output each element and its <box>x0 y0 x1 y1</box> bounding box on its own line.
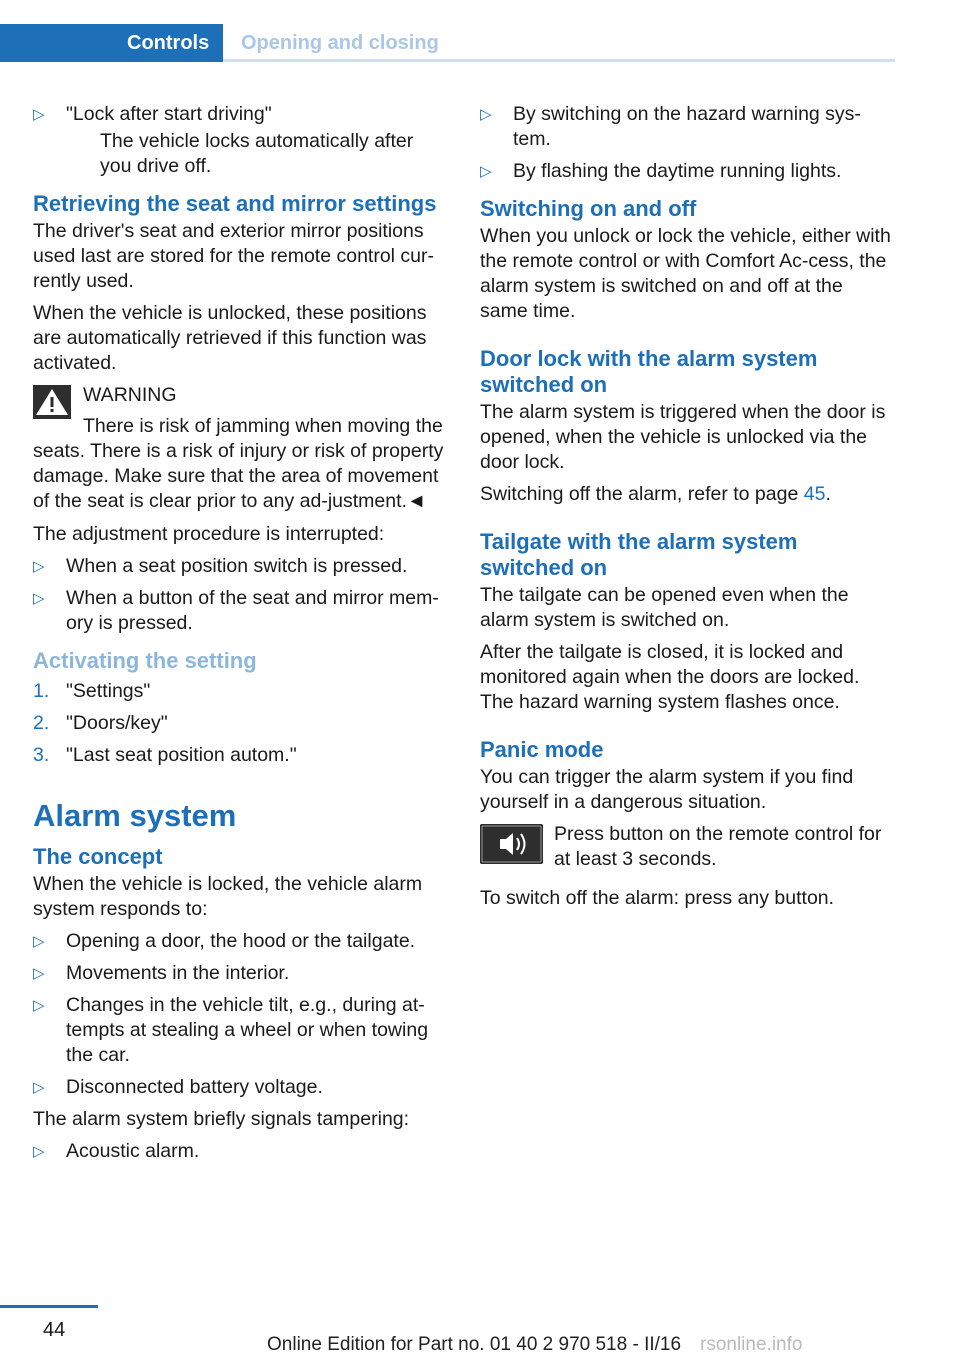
step-text: "Settings" <box>66 680 151 702</box>
panic-instruction-text: Press button on the remote control for at least 3 seconds. <box>554 823 882 870</box>
heading-door-lock: Door lock with the alarm system switched on <box>480 346 818 397</box>
left-column <box>33 102 448 1171</box>
paragraph: The alarm system briefly signals tampering: <box>33 1108 410 1130</box>
list-item <box>480 159 895 184</box>
concept-list <box>33 929 448 1100</box>
heading-concept: The concept <box>33 844 163 869</box>
list-item-text: By switching on the hazard warning sys-tem. <box>513 103 861 150</box>
triangle-right-icon: ▷ <box>480 106 492 123</box>
paragraph: When the vehicle is locked, the vehicle alarm system responds to: <box>33 873 423 920</box>
heading-retrieving-settings: Retrieving the seat and mirror settings <box>33 191 437 216</box>
warning-title: WARNING <box>83 384 177 406</box>
triangle-right-icon: ▷ <box>33 933 45 950</box>
interrupted-list <box>33 554 448 636</box>
heading-panic-mode: Panic mode <box>480 737 604 762</box>
list-item <box>33 554 448 579</box>
watermark: rsonline.info <box>700 1334 803 1355</box>
steps-list <box>33 679 448 768</box>
list-item-text: Movements in the interior. <box>66 962 290 984</box>
heading-switching: Switching on and off <box>480 196 697 221</box>
step-text: "Doors/key" <box>66 712 168 734</box>
warning-body: There is risk of jamming when moving the seats. There is a risk of injury or risk of property damage. Make sure that the area of movement of the seat is clear prior to any ad-justment.◄ <box>33 415 444 512</box>
paragraph: The driver's seat and exterior mirror positions used last are stored for the remote control cur-rently used. <box>33 220 435 292</box>
list-item <box>33 993 448 1068</box>
list-item <box>33 102 448 127</box>
paragraph-text: . <box>825 483 831 505</box>
paragraph: After the tailgate is closed, it is locked and monitored again when the doors are locked. The hazard warning system flashes once. <box>480 641 860 713</box>
step-number: 1. <box>33 680 50 702</box>
list-item <box>33 586 448 636</box>
triangle-right-icon: ▷ <box>33 590 45 607</box>
page-header <box>0 24 895 62</box>
list-item <box>480 102 895 152</box>
list-item-text: Opening a door, the hood or the tailgate. <box>66 930 416 952</box>
step-number: 2. <box>33 712 50 734</box>
lock-option-list <box>33 102 448 127</box>
list-item <box>33 1075 448 1100</box>
paragraph: When you unlock or lock the vehicle, either with the remote control or with Comfort Ac-cess, the alarm system is switched on and off at the same time. <box>480 225 891 322</box>
paragraph: To switch off the alarm: press any button. <box>480 887 835 909</box>
speaker-sound-icon <box>480 824 543 864</box>
warning-triangle-icon <box>33 385 71 419</box>
step-number: 3. <box>33 744 50 766</box>
triangle-right-icon: ▷ <box>33 965 45 982</box>
paragraph: The alarm system is triggered when the door is opened, when the vehicle is unlocked via the door lock. <box>480 401 886 473</box>
signal-list <box>33 1139 448 1164</box>
list-item <box>33 679 448 704</box>
footer-divider <box>0 1305 98 1308</box>
triangle-right-icon: ▷ <box>480 163 492 180</box>
heading-alarm-system: Alarm system <box>33 798 237 833</box>
list-item-text: When a button of the seat and mirror mem-ory is pressed. <box>66 587 439 634</box>
header-divider <box>223 59 895 62</box>
list-item-text: When a seat position switch is pressed. <box>66 555 408 577</box>
list-item-text: Disconnected battery voltage. <box>66 1076 323 1098</box>
paragraph-text: Switching off the alarm, refer to page <box>480 483 804 505</box>
tab-controls[interactable]: Controls <box>0 24 223 62</box>
paragraph <box>480 482 895 507</box>
list-item-text: By flashing the daytime running lights. <box>513 160 842 182</box>
list-item <box>33 1139 448 1164</box>
signal-list-continued <box>480 102 895 184</box>
page-number: 44 <box>43 1319 66 1341</box>
tab-opening-and-closing[interactable]: Opening and closing <box>241 32 439 54</box>
triangle-right-icon: ▷ <box>33 106 45 123</box>
step-text: "Last seat position autom." <box>66 744 297 766</box>
list-item-text: Changes in the vehicle tilt, e.g., during at-tempts at stealing a wheel or when towing the car. <box>66 994 429 1066</box>
paragraph: The adjustment procedure is interrupted: <box>33 523 385 545</box>
warning-block <box>33 383 448 514</box>
triangle-right-icon: ▷ <box>33 1079 45 1096</box>
list-item <box>33 929 448 954</box>
heading-activating-setting: Activating the setting <box>33 648 257 673</box>
right-column <box>480 102 895 918</box>
triangle-right-icon: ▷ <box>33 558 45 575</box>
triangle-right-icon: ▷ <box>33 997 45 1014</box>
heading-tailgate: Tailgate with the alarm system switched on <box>480 529 798 580</box>
page-link[interactable]: 45 <box>803 483 826 505</box>
paragraph: The tailgate can be opened even when the alarm system is switched on. <box>480 584 849 631</box>
edition-note: Online Edition for Part no. 01 40 2 970 518 - II/16 <box>267 1334 682 1355</box>
lock-option-description: The vehicle locks automatically after you drive off. <box>100 130 414 177</box>
list-item-text: "Lock after start driving" <box>66 103 272 125</box>
paragraph: When the vehicle is unlocked, these positions are automatically retrieved if this function was activated. <box>33 302 427 374</box>
triangle-right-icon: ▷ <box>33 1143 45 1160</box>
list-item <box>33 711 448 736</box>
paragraph: You can trigger the alarm system if you find yourself in a dangerous situation. <box>480 766 854 813</box>
panic-instruction <box>480 822 895 872</box>
list-item <box>33 743 448 768</box>
list-item <box>33 961 448 986</box>
list-item-text: Acoustic alarm. <box>66 1140 200 1162</box>
